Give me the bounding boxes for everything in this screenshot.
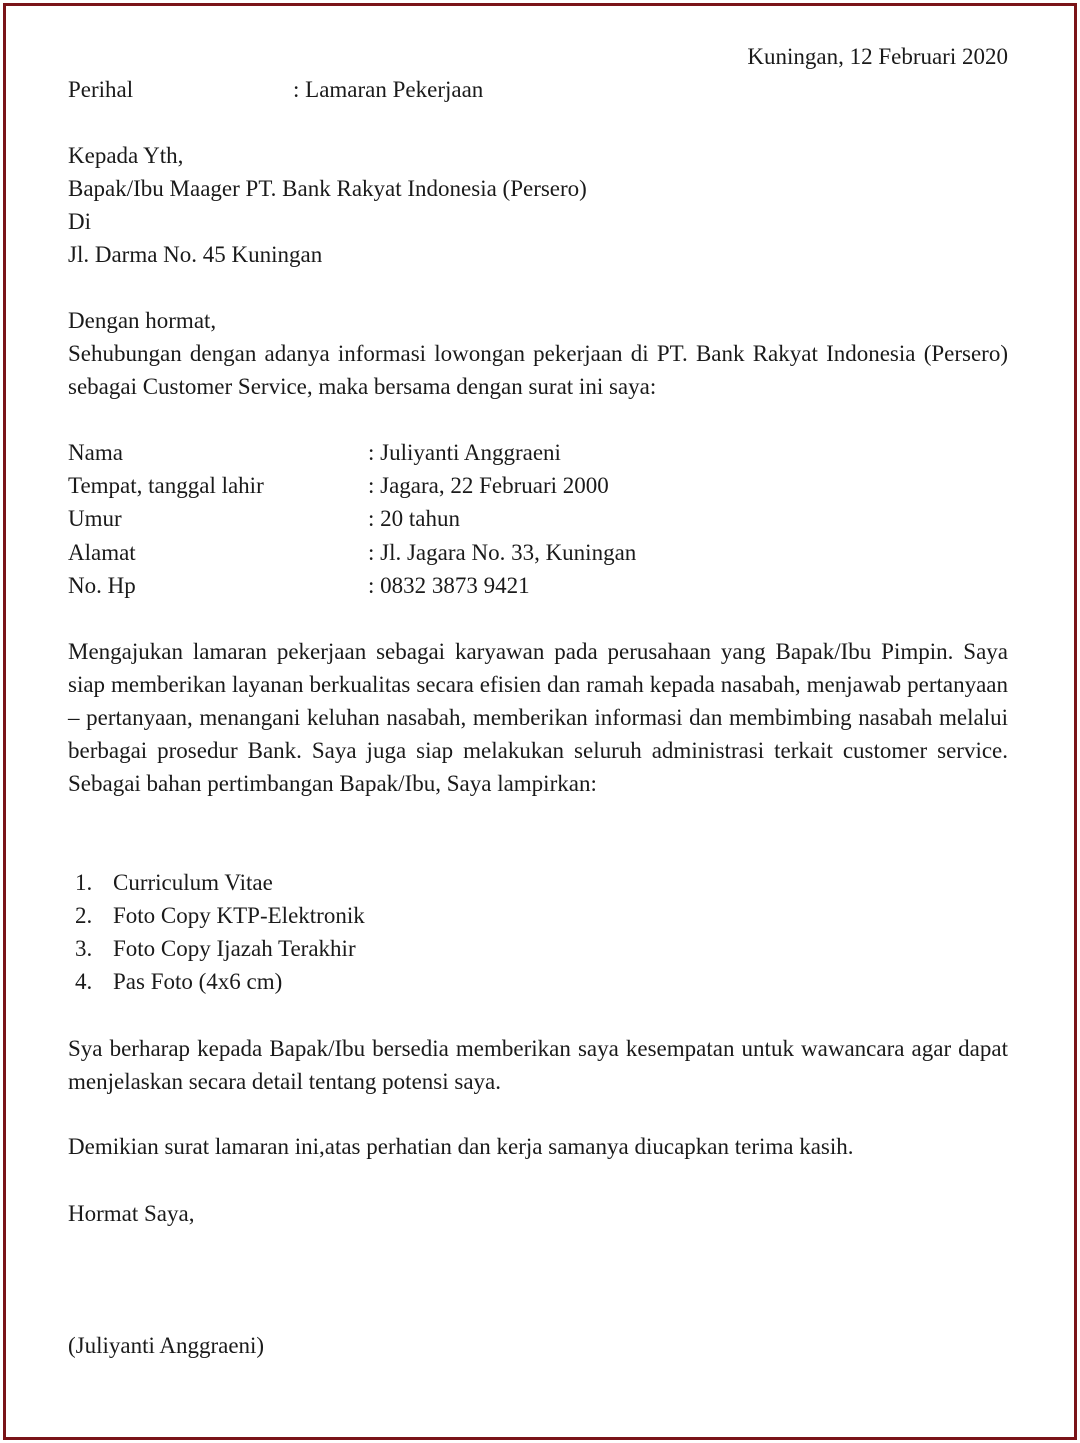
subject-value: : Lamaran Pekerjaan: [293, 77, 484, 102]
identity-row: [68, 536, 1008, 569]
attachment-text: Pas Foto (4x6 cm): [113, 969, 283, 994]
identity-label: Nama: [68, 440, 123, 465]
identity-row: [68, 436, 1008, 469]
identity-row: [68, 469, 1008, 502]
recipient-line: Jl. Darma No. 45 Kuningan: [68, 242, 323, 267]
greeting: Dengan hormat,: [68, 308, 217, 333]
recipient-line: Di: [68, 209, 91, 234]
attachment-number: 2.: [75, 903, 93, 928]
intro-paragraph: Sehubungan dengan adanya informasi lowongan pekerjaan di PT. Bank Rakyat Indonesia (Persero) sebagai Customer Service, maka bersama dengan surat ini saya:: [68, 341, 1008, 399]
attachment-text: Foto Copy Ijazah Terakhir: [113, 936, 356, 961]
identity-value: : 20 tahun: [368, 506, 460, 531]
signature-name: (Juliyanti Anggraeni): [68, 1333, 265, 1358]
closing-sentence: Demikian surat lamaran ini,atas perhatian dan kerja samanya diucapkan terima kasih.: [68, 1134, 854, 1159]
body-paragraph: Mengajukan lamaran pekerjaan sebagai karyawan pada perusahaan yang Bapak/Ibu Pimpin. Saya siap memberikan layanan berkualitas secara efisien dan ramah kepada nasabah, menjawab pertanyaan – pertanyaan, menangani keluhan nasabah, memberikan informasi dan membimbing nasabah melalui berbagai prosedur Bank. Saya juga siap melakukan seluruh administrasi terkait customer service. Sebagai bahan pertimbangan Bapak/Ibu, Saya lampirkan:: [68, 639, 1008, 796]
attachment-number: 3.: [75, 936, 93, 961]
recipient-line: Bapak/Ibu Maager PT. Bank Rakyat Indonesia (Persero): [68, 176, 587, 201]
attachment-number: 1.: [75, 870, 93, 895]
recipient-line: Kepada Yth,: [68, 143, 184, 168]
identity-value: : Juliyanti Anggraeni: [368, 440, 561, 465]
identity-label: Tempat, tanggal lahir: [68, 473, 264, 498]
attachment-text: Curriculum Vitae: [113, 870, 273, 895]
regards: Hormat Saya,: [68, 1201, 195, 1226]
identity-value: : Jl. Jagara No. 33, Kuningan: [368, 540, 637, 565]
identity-label: No. Hp: [68, 573, 136, 598]
letter-date: Kuningan, 12 Februari 2020: [747, 44, 1008, 69]
identity-row: [68, 502, 1008, 535]
identity-row: [68, 569, 1008, 602]
subject-label: Perihal: [68, 77, 134, 102]
identity-value: : 0832 3873 9421: [368, 573, 530, 598]
hope-paragraph: Sya berharap kepada Bapak/Ibu bersedia memberikan saya kesempatan untuk wawancara agar dapat menjelaskan secara detail tentang potensi saya.: [68, 1036, 1008, 1094]
attachment-text: Foto Copy KTP-Elektronik: [113, 903, 365, 928]
attachment-number: 4.: [75, 969, 93, 994]
identity-label: Umur: [68, 506, 122, 531]
identity-label: Alamat: [68, 540, 136, 565]
identity-value: : Jagara, 22 Februari 2000: [368, 473, 609, 498]
